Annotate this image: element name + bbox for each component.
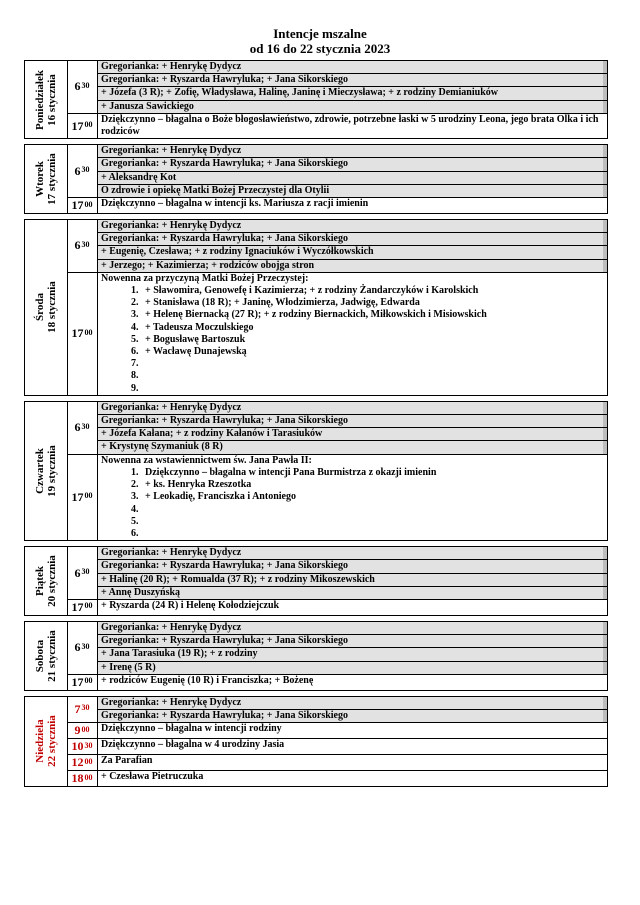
day-name: Wtorek (34, 161, 47, 198)
day-label-text (34, 630, 58, 682)
mass-slots (67, 145, 607, 213)
mass-slot (67, 114, 607, 138)
day-date: 21 stycznia (46, 630, 59, 682)
mass-hour: 17 (71, 326, 84, 341)
mass-slot (67, 675, 607, 690)
intentions (98, 145, 607, 197)
day-label-text (34, 153, 58, 205)
day-label-text (34, 282, 58, 334)
intention-row: + Ryszarda (24 R) i Helenę Kołodziejczuk (101, 599, 280, 611)
day-name: Czwartek (34, 448, 47, 494)
day-block (24, 60, 608, 139)
mass-time: 17 $^{00}$ (67, 455, 98, 540)
day-name: Sobota (34, 639, 47, 673)
day-label-text (34, 445, 58, 497)
day-date: 22 stycznia (46, 715, 59, 768)
intention-row: + Józefa Kałana; + z rodziny Kałanów i Tarasiuków (98, 428, 607, 441)
day-label (25, 402, 68, 540)
intention-row: Gregorianka: + Henrykę Dydycz (98, 61, 607, 74)
day-name: Niedziela (34, 719, 47, 764)
mass-hour: 9 (74, 723, 81, 738)
novena-item: 6. + Wacławę Dunajewską (141, 346, 604, 358)
mass-time: 18 $^{00}$ (67, 771, 98, 786)
day-block (24, 144, 608, 214)
intention-row: Gregorianka: + Ryszarda Hawryluka; + Jana Sikorskiego (98, 710, 607, 722)
novena-item (141, 504, 604, 516)
page-title: Intencje mszalne (273, 26, 367, 41)
mass-slot (67, 739, 607, 755)
novena-item: 2. + Stanisława (18 R); + Janinę, Włodzimierza, Jadwigę, Edwarda (141, 297, 604, 309)
intention-row: + Janusza Sawickiego (98, 101, 607, 113)
intention-row: + Józefa (3 R); + Zofię, Władysława, Halinę, Janinę i Mieczysława; + z rodziny Demianiuków (98, 87, 607, 100)
intention-row: + Eugenię, Czesława; + z rodziny Ignaciuków i Wyczółkowskich (98, 246, 607, 259)
mass-time: 6 $^{30}$ (67, 622, 98, 674)
mass-time: 9 $^{00}$ (67, 723, 98, 738)
mass-slot (67, 145, 607, 198)
intention-row: + Aleksandrę Kot (98, 172, 607, 185)
mass-time: 12 $^{00}$ (67, 755, 98, 770)
day-block (24, 621, 608, 691)
day-date: 19 stycznia (46, 445, 59, 497)
day-name: Piątek (34, 566, 47, 596)
novena-list (101, 285, 604, 395)
intentions (98, 675, 607, 690)
day-label (25, 220, 68, 395)
mass-hour: 6 (74, 565, 81, 580)
mass-hour: 6 (74, 79, 81, 94)
novena-heading: Nowenna za przyczyną Matki Bożej Przeczystej: (101, 272, 309, 284)
intention-row: Za Parafian (101, 755, 153, 767)
day-label (25, 697, 68, 786)
mass-slots (67, 622, 607, 690)
intention-row: Dziękczynno – błagalna o Boże błogosławieństwo, zdrowie, potrzebne łaski w 5 urodziny Leona, jego brata Olka i ich rodziców (101, 113, 599, 138)
novena-item: 4. + Tadeusza Moczulskiego (141, 322, 604, 334)
intention-row: + Krystynę Szymaniuk (8 R) (98, 441, 607, 453)
mass-hour: 18 (71, 771, 84, 786)
intentions (98, 273, 607, 395)
mass-hour: 6 (74, 640, 81, 655)
mass-time: 17 $^{00}$ (67, 675, 98, 690)
mass-time: 17 $^{00}$ (67, 600, 98, 615)
novena-item: 3. + Leokadię, Franciszka i Antoniego (141, 491, 604, 503)
day-date: 17 stycznia (46, 153, 59, 205)
mass-hour: 17 (71, 674, 84, 689)
intention-row: Gregorianka: + Ryszarda Hawryluka; + Jana Sikorskiego (98, 158, 607, 171)
novena-item (141, 528, 604, 540)
novena-item (141, 358, 604, 370)
mass-slot (67, 61, 607, 114)
day-block (24, 696, 608, 787)
mass-hour: 7 (74, 701, 81, 716)
intention-row: Gregorianka: + Ryszarda Hawryluka; + Jana Sikorskiego (98, 560, 607, 573)
intention-row: Gregorianka: + Henrykę Dydycz (98, 220, 607, 233)
intention-row: Dziękczynno – błagalna w 4 urodziny Jasia (101, 739, 285, 751)
novena-heading: Nowenna za wstawiennictwem św. Jana Pawła II: (101, 454, 312, 466)
intentions (98, 697, 607, 722)
mass-slot (67, 697, 607, 723)
day-label (25, 547, 68, 615)
intention-row: Gregorianka: + Henrykę Dydycz (98, 402, 607, 415)
intention-row: + rodziców Eugenię (10 R) i Franciszka; + Bożenę (101, 674, 314, 686)
mass-hour: 17 (71, 489, 84, 504)
mass-hour: 6 (74, 238, 81, 253)
mass-slot (67, 220, 607, 273)
intentions (98, 61, 607, 113)
intention-row: Gregorianka: + Ryszarda Hawryluka; + Jana Sikorskiego (98, 415, 607, 428)
mass-slots (67, 220, 607, 395)
day-label (25, 61, 68, 138)
mass-time: 10 $^{30}$ (67, 739, 98, 754)
mass-hour: 17 (71, 198, 84, 213)
day-label (25, 622, 68, 690)
novena-item (141, 516, 604, 528)
mass-slot (67, 622, 607, 675)
intentions (98, 220, 607, 272)
day-date: 18 stycznia (46, 281, 59, 334)
intentions (98, 622, 607, 674)
mass-time: 6 $^{30}$ (67, 61, 98, 113)
mass-slot (67, 771, 607, 786)
page-subtitle: od 16 do 22 stycznia 2023 (249, 41, 391, 56)
mass-hour: 6 (74, 420, 81, 435)
intention-row: Gregorianka: + Henrykę Dydycz (98, 622, 607, 635)
intention-row: + Annę Duszyńską (98, 587, 607, 599)
mass-slot (67, 455, 607, 540)
mass-hour: 6 (74, 163, 81, 178)
mass-hour: 17 (71, 599, 84, 614)
novena (98, 455, 607, 540)
intention-row: + Jerzego; + Kazimierza; + rodziców obojga stron (98, 260, 607, 272)
intentions (98, 771, 607, 786)
day-label-text (34, 716, 58, 768)
intention-row: + Czesława Pietruczuka (101, 771, 204, 783)
mass-slot (67, 402, 607, 455)
intentions (98, 455, 607, 540)
day-block (24, 546, 608, 616)
mass-slot (67, 198, 607, 213)
novena-item (141, 383, 604, 395)
mass-time: 6 $^{30}$ (67, 220, 98, 272)
mass-slots (67, 402, 607, 540)
mass-slots (67, 61, 607, 138)
day-block (24, 401, 608, 541)
intentions (98, 114, 607, 138)
schedule-table (24, 60, 608, 792)
mass-slot (67, 273, 607, 395)
mass-time: 7 $^{30}$ (67, 697, 98, 722)
mass-slots (67, 547, 607, 615)
intention-row: Dziękczynno – błagalna w intencji rodziny (101, 723, 282, 735)
intention-row: O zdrowie i opiekę Matki Bożej Przeczystej dla Otylii (98, 185, 607, 197)
mass-slot (67, 755, 607, 771)
novena-item: 1. + Sławomira, Genowefę i Kazimierza; + z rodziny Żandarczyków i Karolskich (141, 285, 604, 297)
novena-item: 1. Dziękczynno – błagalna w intencji Pana Burmistrza z okazji imienin (141, 467, 604, 479)
novena-item: 5. + Bogusławę Bartoszuk (141, 334, 604, 346)
intentions (98, 198, 607, 213)
day-name: Środa (34, 293, 47, 322)
day-date: 20 stycznia (46, 555, 59, 607)
novena-item: 2. + ks. Henryka Rzeszotka (141, 479, 604, 491)
intention-row: Dziękczynno – błagalna w intencji ks. Mariusza z racji imienin (101, 198, 369, 210)
intention-row: Gregorianka: + Ryszarda Hawryluka; + Jana Sikorskiego (98, 635, 607, 648)
day-block (24, 219, 608, 396)
mass-time: 6 $^{30}$ (67, 145, 98, 197)
intention-row: Gregorianka: + Ryszarda Hawryluka; + Jana Sikorskiego (98, 233, 607, 246)
intentions (98, 402, 607, 454)
intentions (98, 600, 607, 615)
intentions (98, 547, 607, 599)
intentions (98, 755, 607, 770)
day-label-text (34, 70, 58, 130)
novena-item (141, 370, 604, 382)
novena-list (101, 467, 604, 540)
day-date: 16 stycznia (46, 73, 59, 126)
mass-slots (67, 697, 607, 786)
day-label-text (34, 555, 58, 607)
mass-time: 6 $^{30}$ (67, 547, 98, 599)
intentions (98, 739, 607, 754)
mass-time: 6 $^{30}$ (67, 402, 98, 454)
day-label (25, 145, 68, 213)
mass-slot (67, 723, 607, 739)
intention-row: + Halinę (20 R); + Romualda (37 R); + z rodziny Mikoszewskich (98, 574, 607, 587)
mass-hour: 17 (71, 118, 84, 133)
intention-row: Gregorianka: + Henrykę Dydycz (98, 145, 607, 158)
intention-row: + Jana Tarasiuka (19 R); + z rodziny (98, 648, 607, 661)
mass-time: 17 $^{00}$ (67, 198, 98, 213)
day-name: Poniedziałek (34, 69, 47, 130)
intentions (98, 723, 607, 738)
mass-time: 17 $^{00}$ (67, 114, 98, 138)
mass-slot (67, 547, 607, 600)
mass-hour: 12 (71, 755, 84, 770)
intention-row: Gregorianka: + Henrykę Dydycz (98, 547, 607, 560)
novena (98, 273, 607, 395)
intention-row: Gregorianka: + Ryszarda Hawryluka; + Jana Sikorskiego (98, 74, 607, 87)
intention-row: Gregorianka: + Henrykę Dydycz (98, 697, 607, 710)
novena-item: 3. + Helenę Biernacką (27 R); + z rodziny Biernackich, Miłkowskich i Misiowskich (141, 309, 604, 321)
mass-slot (67, 600, 607, 615)
mass-hour: 10 (71, 739, 84, 754)
intention-row: + Irenę (5 R) (98, 662, 607, 674)
mass-time: 17 $^{00}$ (67, 273, 98, 395)
